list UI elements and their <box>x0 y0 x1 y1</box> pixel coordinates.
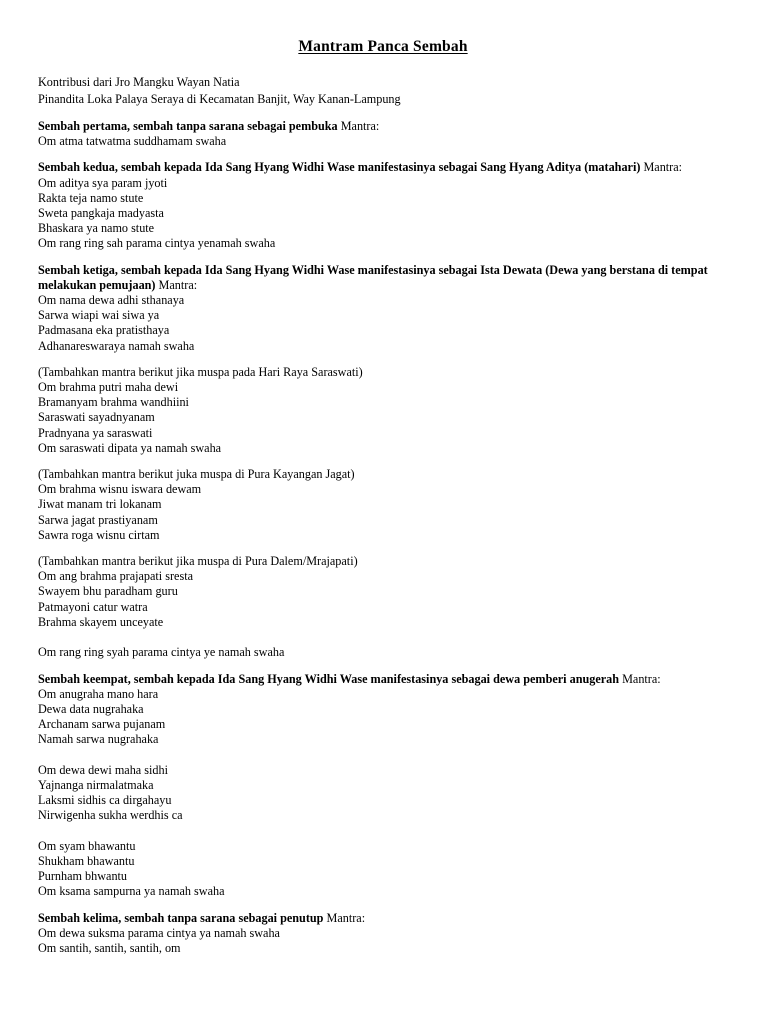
mantra-line: Laksmi sidhis ca dirgahayu <box>38 793 172 808</box>
mantra-line: Swayem bhu paradham guru <box>38 584 178 599</box>
section-heading-rest: (Tambahkan mantra berikut juka muspa di Pura Kayangan Jagat) <box>38 467 355 482</box>
section-heading <box>38 160 728 175</box>
mantra-line: Bramanyam brahma wandhiini <box>38 395 189 410</box>
mantra-line: Patmayoni catur watra <box>38 599 148 614</box>
section-spacer <box>38 456 728 467</box>
section-heading <box>38 672 728 687</box>
mantra-line: Om syam bhawantu <box>38 838 136 853</box>
section-heading-rest: Mantra: <box>619 671 661 686</box>
blank-line <box>38 824 728 839</box>
credits-block <box>38 74 728 107</box>
section-heading-bold: Sembah pertama, sembah tanpa sarana sebagai pembuka <box>38 119 338 133</box>
section-heading-bold: Sembah kelima, sembah tanpa sarana sebagai penutup <box>38 910 324 925</box>
section-spacer <box>38 661 728 672</box>
mantra-section <box>38 467 728 543</box>
section-heading <box>38 467 728 482</box>
mantra-line: Om brahma wisnu iswara dewam <box>38 482 202 497</box>
mantra-line: Om rang ring sah parama cintya yenamah swaha <box>38 236 276 251</box>
section-spacer <box>38 354 728 365</box>
mantra-line: Sarwa wiapi wai siwa ya <box>38 308 160 323</box>
section-heading-rest: Mantra: <box>640 160 683 175</box>
mantra-section <box>38 263 728 354</box>
section-heading-rest: Mantra: <box>155 277 198 292</box>
section-spacer <box>38 900 728 911</box>
mantra-line: Pradnyana ya saraswati <box>38 425 153 440</box>
mantra-section <box>38 554 728 660</box>
section-heading-rest: Mantra: <box>337 119 380 133</box>
mantra-line: Padmasana eka pratisthaya <box>38 323 170 338</box>
mantra-section <box>38 160 728 251</box>
mantra-line: Yajnanga nirmalatmaka <box>38 777 154 792</box>
section-heading-bold: Sembah ketiga, sembah kepada Ida Sang Hyang Widhi Wase manifestasinya sebagai Ista Dewata (Dewa yang berstana di tempat melakukan pemujaan) <box>38 262 711 292</box>
mantra-line: Om dewa dewi maha sidhi <box>38 762 168 777</box>
mantra-line: Om anugraha mano hara <box>38 686 159 701</box>
mantra-line: Purnham bhwantu <box>38 869 128 884</box>
mantra-line: Adhanareswaraya namah swaha <box>38 338 195 353</box>
credit-line: Pinandita Loka Palaya Seraya di Kecamatan Banjit, Way Kanan-Lampung <box>38 91 401 106</box>
mantra-line: Bhaskara ya namo stute <box>38 221 155 236</box>
blank-line <box>38 630 728 645</box>
section-spacer <box>38 149 728 160</box>
section-heading <box>38 554 728 569</box>
mantra-line: Dewa data nugrahaka <box>38 701 144 716</box>
section-heading-bold: Sembah keempat, sembah kepada Ida Sang Hyang Widhi Wase manifestasinya sebagai dewa pemberi anugerah <box>38 671 620 686</box>
mantra-section <box>38 672 728 900</box>
mantra-line: Rakta teja namo stute <box>38 190 144 205</box>
section-spacer <box>38 252 728 263</box>
mantra-line: Om aditya sya param jyoti <box>38 175 168 190</box>
mantra-line: Nirwigenha sukha werdhis ca <box>38 808 183 823</box>
mantra-line: Om atma tatwatma suddhamam swaha <box>38 134 227 149</box>
mantra-line: Archanam sarwa pujanam <box>38 717 166 732</box>
mantra-line: Sarwa jagat prastiyanam <box>38 512 158 527</box>
mantra-line: Om santih, santih, santih, om <box>38 940 181 955</box>
credit-line: Kontribusi dari Jro Mangku Wayan Natia <box>38 75 240 89</box>
section-heading <box>38 365 728 380</box>
mantra-line: Om ksama sampurna ya namah swaha <box>38 884 225 899</box>
mantra-line: Sweta pangkaja madyasta <box>38 206 164 221</box>
section-spacer <box>38 956 728 967</box>
mantra-line: Jiwat manam tri lokanam <box>38 497 162 512</box>
mantra-section <box>38 365 728 456</box>
page-title: Mantram Panca Sembah <box>298 38 468 55</box>
mantra-section <box>38 911 728 957</box>
section-heading-bold: Sembah kedua, sembah kepada Ida Sang Hyang Widhi Wase manifestasinya sebagai Sang Hyang Aditya (matahari) <box>38 160 641 175</box>
mantra-line: Brahma skayem unceyate <box>38 614 164 629</box>
section-heading-rest: Mantra: <box>323 910 366 925</box>
mantra-line: Om dewa suksma parama cintya ya namah swaha <box>38 925 280 940</box>
mantra-line: Om nama dewa adhi sthanaya <box>38 293 185 308</box>
section-heading-rest: (Tambahkan mantra berikut jika muspa pada Hari Raya Saraswati) <box>38 364 363 379</box>
mantra-line: Om brahma putri maha dewi <box>38 380 179 395</box>
mantra-line: Sawra roga wisnu cirtam <box>38 527 160 542</box>
mantra-line: Om saraswati dipata ya namah swaha <box>38 440 222 455</box>
section-heading-rest: (Tambahkan mantra berikut jika muspa di Pura Dalem/Mrajapati) <box>38 554 358 569</box>
mantra-line: Om ang brahma prajapati sresta <box>38 569 193 584</box>
blank-line <box>38 748 728 763</box>
section-spacer <box>38 543 728 554</box>
sections-container <box>38 119 728 967</box>
section-heading <box>38 911 728 926</box>
section-heading <box>38 263 728 293</box>
mantra-line: Om rang ring syah parama cintya ye namah swaha <box>38 645 285 660</box>
mantra-line: Shukham bhawantu <box>38 853 135 868</box>
mantra-line: Saraswati sayadnyanam <box>38 410 155 425</box>
mantra-section <box>38 119 728 149</box>
section-heading <box>38 119 728 134</box>
mantra-line: Namah sarwa nugrahaka <box>38 732 159 747</box>
